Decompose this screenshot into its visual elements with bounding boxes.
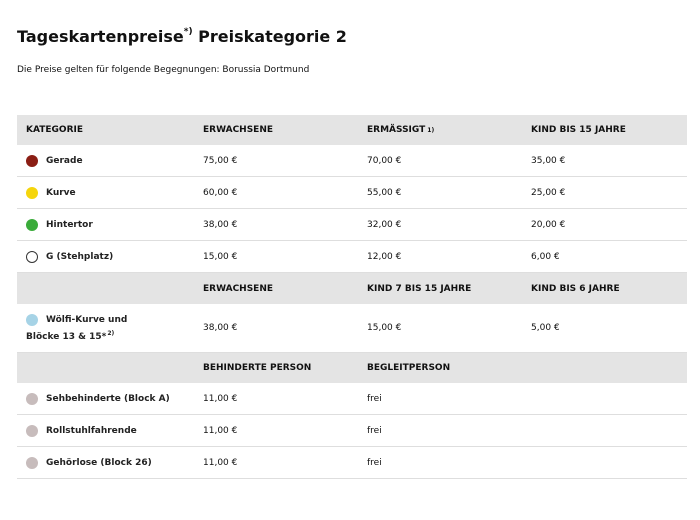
- header-erwachsene: ERWACHSENE: [203, 283, 274, 294]
- price-cell: 35,00 €: [531, 155, 566, 166]
- category-name: Gehörlose (Block 26): [46, 457, 152, 468]
- table-row: [17, 304, 687, 353]
- category-color-dot: [26, 187, 38, 199]
- header-kind-7-15: KIND 7 BIS 15 JAHRE: [367, 283, 472, 294]
- table-row: [17, 383, 687, 415]
- header-kind: KIND BIS 15 JAHRE: [531, 125, 626, 135]
- price-cell: 60,00 €: [203, 187, 238, 198]
- category-color-dot: [26, 457, 38, 469]
- price-cell: 5,00 €: [531, 323, 560, 333]
- header-behinderte: BEHINDERTE PERSON: [203, 363, 312, 373]
- price-cell: 12,00 €: [367, 251, 402, 262]
- category-name-line2: Blöcke 13 & 15*$^{2)}$: [26, 329, 115, 342]
- table-row: [17, 415, 687, 447]
- category-color-dot: [26, 425, 38, 437]
- header-ermaessigt: ERMÄSSIGT 1): [367, 125, 435, 135]
- category-name: G (Stehplatz): [46, 251, 114, 262]
- price-cell: 15,00 €: [203, 251, 238, 262]
- price-cell: 11,00 €: [203, 393, 238, 404]
- price-cell: 11,00 €: [203, 457, 238, 468]
- page-title: [17, 27, 347, 46]
- price-table: [17, 115, 687, 479]
- table-row: [17, 145, 687, 177]
- header-kind-6: KIND BIS 6 JAHRE: [531, 283, 620, 294]
- price-cell: 38,00 €: [203, 219, 238, 230]
- header-begleit: BEGLEITPERSON: [367, 363, 451, 373]
- page-subtitle: Die Preise gelten für folgende Begegnungen: Borussia Dortmund: [17, 65, 310, 75]
- table-row: [17, 241, 687, 273]
- category-name: Wölfi-Kurve und: [46, 314, 128, 325]
- price-cell: 70,00 €: [367, 155, 402, 166]
- price-cell: 6,00 €: [531, 251, 560, 262]
- category-color-dot: [26, 314, 38, 326]
- price-cell: 32,00 €: [367, 219, 402, 230]
- table-row: [17, 209, 687, 241]
- price-cell: frei: [367, 425, 382, 436]
- price-cell: 55,00 €: [367, 187, 402, 198]
- category-color-dot: [26, 251, 38, 263]
- category-name: Kurve: [46, 187, 76, 198]
- price-cell: 11,00 €: [203, 425, 238, 436]
- category-name: Sehbehinderte (Block A): [46, 393, 170, 404]
- table-header-row: [17, 273, 687, 304]
- price-cell: frei: [367, 457, 382, 468]
- price-cell: 38,00 €: [203, 323, 238, 333]
- category-name: Rollstuhlfahrende: [46, 425, 137, 436]
- price-cell: 20,00 €: [531, 219, 566, 230]
- price-cell: 25,00 €: [531, 187, 566, 198]
- category-name: Gerade: [46, 155, 83, 166]
- table-row: [17, 177, 687, 209]
- price-cell: 15,00 €: [367, 323, 402, 333]
- header-erwachsene: ERWACHSENE: [203, 125, 274, 135]
- category-color-dot: [26, 219, 38, 231]
- category-color-dot: [26, 155, 38, 167]
- category-name: Hintertor: [46, 219, 93, 230]
- table-header-row: [17, 115, 687, 145]
- table-header-row: [17, 353, 687, 383]
- category-color-dot: [26, 393, 38, 405]
- header-kategorie: KATEGORIE: [26, 125, 83, 135]
- title-main: Tageskartenpreise: [17, 27, 184, 46]
- price-cell: frei: [367, 393, 382, 404]
- price-cell: 75,00 €: [203, 155, 238, 166]
- table-row: [17, 447, 687, 479]
- title-footnote-marker: *): [183, 27, 193, 37]
- title-category: Preiskategorie 2: [192, 27, 347, 46]
